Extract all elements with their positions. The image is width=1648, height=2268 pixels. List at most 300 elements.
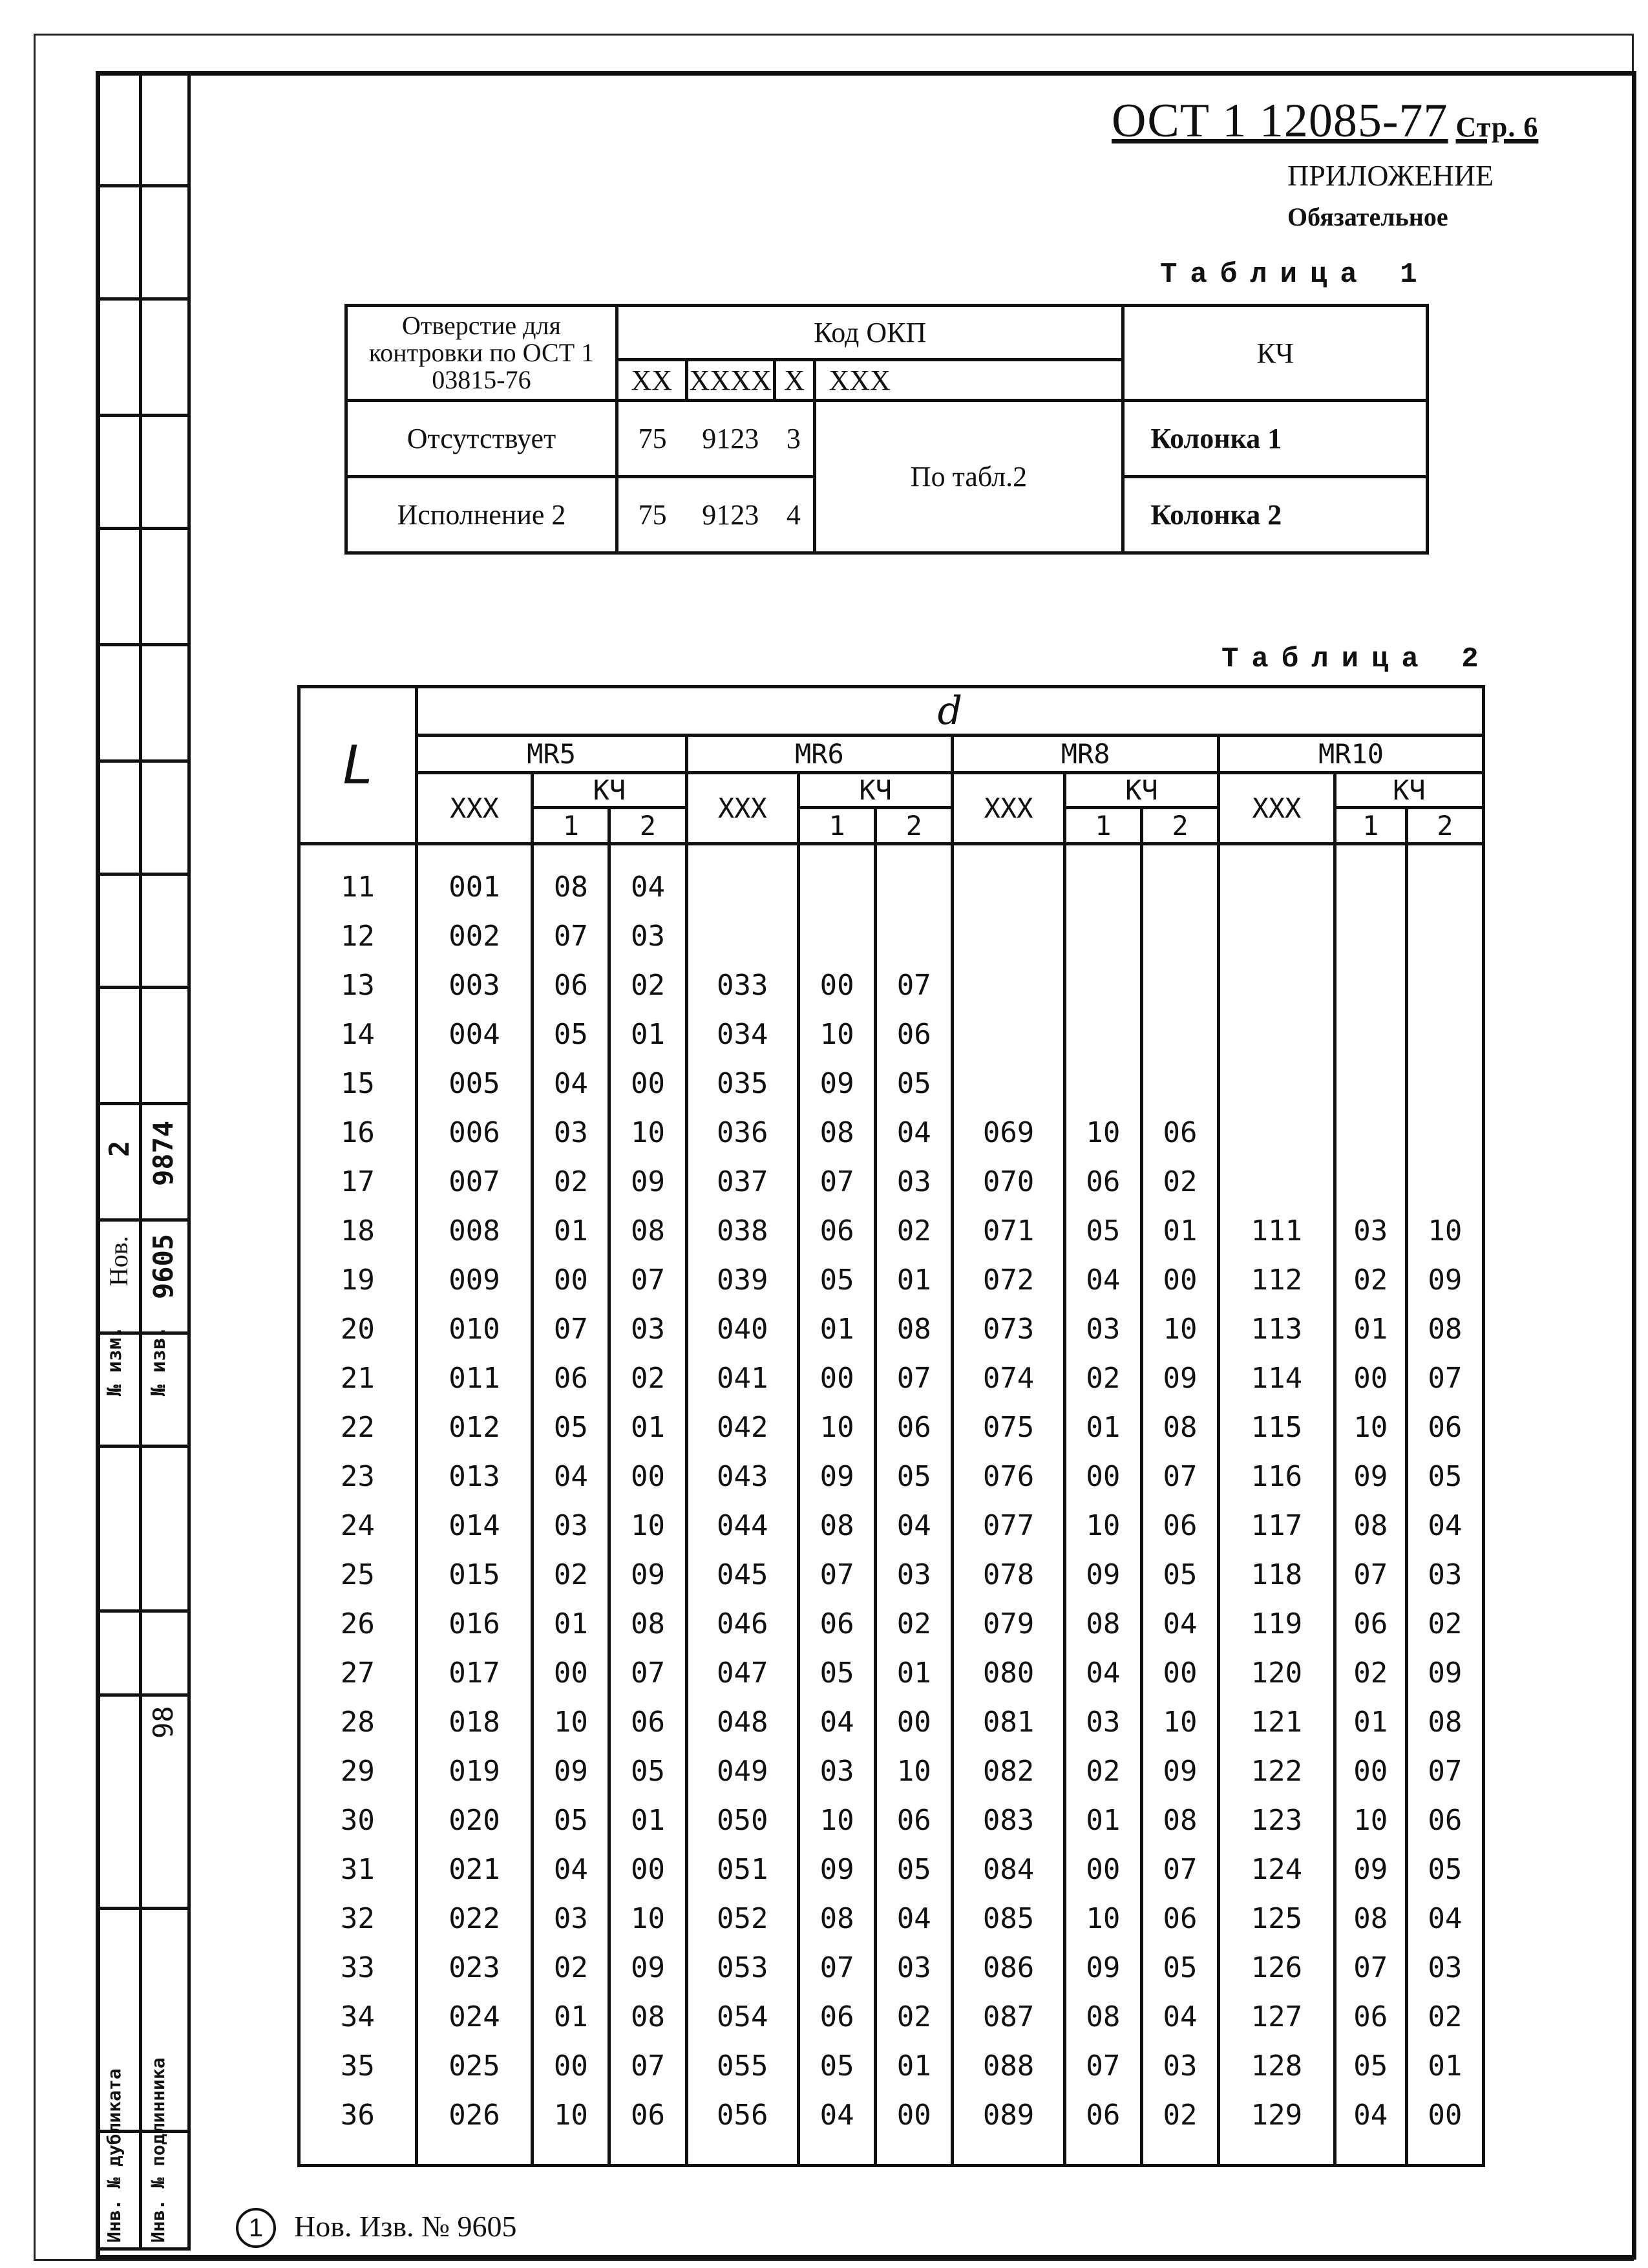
table-row: [299, 2090, 1484, 2166]
table2-cell: [953, 911, 1065, 960]
table2-cell: 09: [799, 1845, 876, 1894]
table2-cell: [686, 844, 799, 912]
table2-cell: 018: [416, 1697, 533, 1746]
table2-cell: 019: [416, 1746, 533, 1796]
table2-cell: [1406, 911, 1483, 960]
table2-cell-length: 12: [299, 911, 417, 960]
table2-cell: 03: [1141, 2041, 1218, 2090]
stamp-nov-label: Нов.: [104, 1236, 133, 1286]
table2-cell: 02: [533, 1157, 609, 1206]
table2-kch-header: КЧ: [1064, 773, 1218, 808]
table2-cell: 001: [416, 844, 533, 912]
table2-cell: 03: [609, 1304, 686, 1353]
table2-cell: 084: [953, 1845, 1065, 1894]
table-row: [299, 1796, 1484, 1845]
table2-cell: 043: [686, 1452, 799, 1501]
table2-cell: 06: [1064, 1157, 1141, 1206]
table2-cell: [1064, 1059, 1141, 1108]
table2-cell: 08: [533, 844, 609, 912]
table2-cell-length: 26: [299, 1599, 417, 1648]
table2-cell: 023: [416, 1943, 533, 1992]
table2-cell: 00: [609, 1452, 686, 1501]
table2-cell: 05: [1335, 2041, 1406, 2090]
table2-cell: 077: [953, 1501, 1065, 1550]
table-row: [299, 2041, 1484, 2090]
table2-cell: 015: [416, 1550, 533, 1599]
table1-okp-sub: XX: [617, 360, 686, 401]
table2-kch-col1: 1: [1064, 808, 1141, 844]
table2-cell: 039: [686, 1255, 799, 1304]
table2-cell: 02: [1335, 1255, 1406, 1304]
table2-cell: 02: [1064, 1353, 1141, 1403]
table2-body: [299, 844, 1484, 2166]
table2-cell-length: 16: [299, 1108, 417, 1157]
table2-cell-length: 34: [299, 1992, 417, 2041]
table2-cell: 01: [799, 1304, 876, 1353]
table2-cell: 10: [1335, 1796, 1406, 1845]
table2-cell: 040: [686, 1304, 799, 1353]
table2-cell: 07: [533, 1304, 609, 1353]
table2-cell: 08: [1335, 1894, 1406, 1943]
table2-cell-length: 27: [299, 1648, 417, 1697]
table2-cell: 003: [416, 960, 533, 1010]
table2-cell: 04: [1335, 2090, 1406, 2166]
table2-cell: 025: [416, 2041, 533, 2090]
table2-cell: 07: [533, 911, 609, 960]
table2-cell: 117: [1219, 1501, 1335, 1550]
table2-cell: 07: [1406, 1746, 1483, 1796]
table1-cell-kch: Колонка 2: [1123, 477, 1428, 553]
table2-kch-col2: 2: [876, 808, 953, 844]
table2-cell: 05: [533, 1010, 609, 1059]
table-row: [299, 911, 1484, 960]
table2-cell: 127: [1219, 1992, 1335, 2041]
table2-cell: 080: [953, 1648, 1065, 1697]
table2-cell: 04: [1064, 1255, 1141, 1304]
table2-cell: [1335, 1108, 1406, 1157]
table2-cell: 085: [953, 1894, 1065, 1943]
table-row: [299, 1353, 1484, 1403]
table2-cell: 05: [799, 1255, 876, 1304]
table2-cell: 08: [1141, 1796, 1218, 1845]
table2-xxx-header: XXX: [686, 773, 799, 844]
table2-cell: 034: [686, 1010, 799, 1059]
table2-cell: 05: [1064, 1206, 1141, 1255]
table2-cell: 006: [416, 1108, 533, 1157]
table2-cell-length: 17: [299, 1157, 417, 1206]
table2-cell: 05: [1406, 1845, 1483, 1894]
table2-cell: 042: [686, 1403, 799, 1452]
table2-cell: 10: [1141, 1697, 1218, 1746]
table2-kch-header: КЧ: [533, 773, 686, 808]
table2-cell: 05: [1141, 1550, 1218, 1599]
table2-cell: [799, 911, 876, 960]
table2-cell: 087: [953, 1992, 1065, 2041]
table2-cell-length: 36: [299, 2090, 417, 2166]
table2-cell: 074: [953, 1353, 1065, 1403]
table-row: [299, 1108, 1484, 1157]
table2-cell: 05: [876, 1845, 953, 1894]
table2-cell: 01: [533, 1599, 609, 1648]
table2-cell: 119: [1219, 1599, 1335, 1648]
stamp-izm-number: 2: [103, 1140, 135, 1157]
table2-xxx-header: XXX: [416, 773, 533, 844]
table2-cell: 00: [1141, 1255, 1218, 1304]
table2-cell-length: 35: [299, 2041, 417, 2090]
table2-cell: 07: [799, 1550, 876, 1599]
table2-cell: 044: [686, 1501, 799, 1550]
table2-cell-length: 28: [299, 1697, 417, 1746]
table2-cell: 035: [686, 1059, 799, 1108]
table2-cell: 05: [799, 1648, 876, 1697]
table2-cell: 111: [1219, 1206, 1335, 1255]
table2-cell: 03: [533, 1894, 609, 1943]
table2-cell: 049: [686, 1746, 799, 1796]
table2-cell-length: 25: [299, 1550, 417, 1599]
table2-cell: 008: [416, 1206, 533, 1255]
table2-cell: 126: [1219, 1943, 1335, 1992]
table2-cell: 09: [1141, 1746, 1218, 1796]
table2-cell: [686, 911, 799, 960]
table2-cell: 09: [1064, 1943, 1141, 1992]
table2-cell: 056: [686, 2090, 799, 2166]
table2-cell: 06: [876, 1796, 953, 1845]
table2-cell: 02: [609, 1353, 686, 1403]
table2-cell: 01: [876, 2041, 953, 2090]
table2-kch-header: КЧ: [799, 773, 953, 808]
table2-cell: 026: [416, 2090, 533, 2166]
table2-cell: 01: [1335, 1304, 1406, 1353]
table2-cell: 10: [1064, 1501, 1141, 1550]
table2-cell: 08: [1141, 1403, 1218, 1452]
table-row: [299, 1599, 1484, 1648]
table2-cell: 016: [416, 1599, 533, 1648]
table-row: [299, 1845, 1484, 1894]
table1-cell: 3: [774, 401, 814, 477]
table2-cell-length: 13: [299, 960, 417, 1010]
table2-cell: 09: [1406, 1648, 1483, 1697]
table2-cell: [1219, 844, 1335, 912]
table2-cell: 04: [1141, 1599, 1218, 1648]
table2-cell: 03: [876, 1157, 953, 1206]
table2-kch-col1: 1: [1335, 808, 1406, 844]
table2-cell: [1141, 1059, 1218, 1108]
table2-cell: 07: [799, 1157, 876, 1206]
table2-cell: 048: [686, 1697, 799, 1746]
table-row: [299, 1992, 1484, 2041]
table2-cell: 03: [1064, 1304, 1141, 1353]
table2-cell: 00: [533, 1648, 609, 1697]
table2-cell: 07: [1335, 1550, 1406, 1599]
table2-cell: 09: [799, 1059, 876, 1108]
stamp-izv-number: 9874: [147, 1120, 179, 1186]
table2-cell: 038: [686, 1206, 799, 1255]
table2-kch-col2: 2: [609, 808, 686, 844]
table2-cell: 014: [416, 1501, 533, 1550]
table2-cell: 00: [609, 1059, 686, 1108]
table2-cell: 06: [609, 1697, 686, 1746]
table2-cell: 09: [609, 1943, 686, 1992]
table2-cell: 05: [533, 1403, 609, 1452]
table2-cell: 04: [533, 1845, 609, 1894]
table2-cell: 03: [1064, 1697, 1141, 1746]
table2-xxx-header: XXX: [1219, 773, 1335, 844]
table2-cell: 07: [1406, 1353, 1483, 1403]
table2-cell: [1335, 960, 1406, 1010]
table2-group: MR8: [953, 736, 1219, 773]
table2-cell: 021: [416, 1845, 533, 1894]
table2-cell: 04: [1406, 1894, 1483, 1943]
table2-cell-length: 21: [299, 1353, 417, 1403]
stamp-izm-label: № изм.: [103, 1326, 126, 1396]
table2-cell: 009: [416, 1255, 533, 1304]
table2-cell: 083: [953, 1796, 1065, 1845]
table2-cell: 00: [1335, 1353, 1406, 1403]
table2-cell: [1064, 911, 1141, 960]
table2-cell: 013: [416, 1452, 533, 1501]
document-code: [1112, 94, 1538, 149]
table2-cell: 128: [1219, 2041, 1335, 2090]
table2-cell-length: 24: [299, 1501, 417, 1550]
table-row: [299, 1010, 1484, 1059]
table2-cell: 09: [1335, 1452, 1406, 1501]
table2-cell: [876, 844, 953, 912]
table2-cell: 045: [686, 1550, 799, 1599]
table2-cell: 037: [686, 1157, 799, 1206]
table2-cell: 06: [533, 960, 609, 1010]
table2-cell: 03: [533, 1501, 609, 1550]
table2-cell: 082: [953, 1746, 1065, 1796]
table2-cell: [953, 1010, 1065, 1059]
table1-cell: 75: [617, 477, 686, 553]
table2-group: MR10: [1219, 736, 1484, 773]
table2-cell: 02: [1335, 1648, 1406, 1697]
table2-cell: [953, 960, 1065, 1010]
table2-cell: 10: [799, 1010, 876, 1059]
table2-cell-length: 15: [299, 1059, 417, 1108]
table2-cell: 04: [876, 1501, 953, 1550]
table2-cell: 002: [416, 911, 533, 960]
table2-cell: [1219, 1108, 1335, 1157]
table2-kch-col1: 1: [533, 808, 609, 844]
table2-cell: 04: [1064, 1648, 1141, 1697]
table2-cell: 06: [1141, 1108, 1218, 1157]
table2-cell: 01: [1064, 1796, 1141, 1845]
table2-cell: 09: [1064, 1550, 1141, 1599]
table2-cell: 05: [1406, 1452, 1483, 1501]
table2-cell: 012: [416, 1403, 533, 1452]
table2-cell: 071: [953, 1206, 1065, 1255]
table-row: [299, 1255, 1484, 1304]
table2-cell: 05: [876, 1059, 953, 1108]
table2-cell: [799, 844, 876, 912]
table2-cell: 02: [609, 960, 686, 1010]
table2-cell: 033: [686, 960, 799, 1010]
table2-cell: 00: [533, 1255, 609, 1304]
table2-cell: 081: [953, 1697, 1065, 1746]
table2-cell-length: 14: [299, 1010, 417, 1059]
table2-cell: 04: [876, 1894, 953, 1943]
table2-cell: 05: [1141, 1943, 1218, 1992]
table2-cell: [1064, 1010, 1141, 1059]
table2-cell: 02: [876, 1206, 953, 1255]
table1-cell-hole: Исполнение 2: [346, 477, 617, 553]
table2-cell: 09: [1335, 1845, 1406, 1894]
table2-cell: 07: [609, 1648, 686, 1697]
table2-cell: 10: [1064, 1894, 1141, 1943]
table2-cell: 02: [1406, 1599, 1483, 1648]
table2-cell: 041: [686, 1353, 799, 1403]
table2-cell: [1219, 960, 1335, 1010]
table2-cell: 08: [1335, 1501, 1406, 1550]
table2-cell: 09: [609, 1157, 686, 1206]
table2-cell: 070: [953, 1157, 1065, 1206]
table2-cell: [1406, 844, 1483, 912]
table2-cell: 054: [686, 1992, 799, 2041]
table2-cell: [1335, 911, 1406, 960]
table2-cell: 06: [1406, 1796, 1483, 1845]
table2-header-l: L: [299, 687, 417, 844]
table2-cell-length: 32: [299, 1894, 417, 1943]
table2-cell: 00: [1064, 1845, 1141, 1894]
table2-cell: 08: [1064, 1599, 1141, 1648]
table2-cell: 113: [1219, 1304, 1335, 1353]
table2-cell: 03: [1335, 1206, 1406, 1255]
table2-kch-col2: 2: [1141, 808, 1218, 844]
table2-cell: 01: [609, 1403, 686, 1452]
table-row: [299, 1550, 1484, 1599]
table2-group: MR5: [416, 736, 686, 773]
table2-cell: 10: [799, 1403, 876, 1452]
footnote-text: Нов. Изв. № 9605: [294, 2210, 517, 2243]
stamp-dup-label: Инв. № дубликата: [103, 2068, 125, 2243]
table2-cell: 04: [799, 1697, 876, 1746]
table2-cell: 10: [1335, 1403, 1406, 1452]
table2-cell: 06: [876, 1403, 953, 1452]
table2-cell: 10: [609, 1894, 686, 1943]
table2-cell: [1406, 1059, 1483, 1108]
table2-cell: 09: [1406, 1255, 1483, 1304]
table-row: [299, 1452, 1484, 1501]
table-row: [299, 1894, 1484, 1943]
table2-cell: 06: [609, 2090, 686, 2166]
table2-cell: 118: [1219, 1550, 1335, 1599]
table2-cell: 10: [533, 2090, 609, 2166]
table-row: [299, 1697, 1484, 1746]
table2-cell: 03: [609, 911, 686, 960]
table2-header-d: d: [416, 687, 1483, 736]
table2-cell: 08: [1406, 1697, 1483, 1746]
table1-xxx-note: По табл.2: [814, 401, 1123, 553]
table2-cell: 004: [416, 1010, 533, 1059]
table2-cell: [1064, 960, 1141, 1010]
table2-cell-length: 29: [299, 1746, 417, 1796]
table2-cell: 01: [1335, 1697, 1406, 1746]
table2-cell: [1406, 1010, 1483, 1059]
table1-cell: 75: [617, 401, 686, 477]
table2-cell: 123: [1219, 1796, 1335, 1845]
table2-cell: 00: [876, 2090, 953, 2166]
table2-cell: 076: [953, 1452, 1065, 1501]
table2-cell: [1335, 1010, 1406, 1059]
table1: [344, 304, 1429, 555]
stamp-izv-label: № изв.: [147, 1326, 170, 1396]
table2-cell: 07: [1335, 1943, 1406, 1992]
table2-cell: 08: [799, 1894, 876, 1943]
table2-cell: 09: [1141, 1353, 1218, 1403]
table2-cell: 06: [799, 1992, 876, 2041]
stamp-orig-label: Инв. № подлинника: [147, 2057, 169, 2243]
table2-cell: 01: [1064, 1403, 1141, 1452]
table2-kch-col2: 2: [1406, 808, 1483, 844]
table2-cell: 06: [1406, 1403, 1483, 1452]
table2-cell: 112: [1219, 1255, 1335, 1304]
table2-cell: 06: [533, 1353, 609, 1403]
table2-cell: 04: [799, 2090, 876, 2166]
table2-cell: [1219, 1157, 1335, 1206]
table2-cell: [1219, 911, 1335, 960]
table-row: [299, 1943, 1484, 1992]
table2-cell: 04: [1406, 1501, 1483, 1550]
table2-cell: 086: [953, 1943, 1065, 1992]
table2-cell: 05: [609, 1746, 686, 1796]
table2-cell: 06: [799, 1599, 876, 1648]
table-row: [299, 1403, 1484, 1452]
table2-cell: 050: [686, 1796, 799, 1845]
table2-cell: 115: [1219, 1403, 1335, 1452]
table2-cell: 04: [1141, 1992, 1218, 2041]
table1-cell-hole: Отсутствует: [346, 401, 617, 477]
table2-cell: 00: [1406, 2090, 1483, 2166]
table2-cell-length: 19: [299, 1255, 417, 1304]
table2-cell: 121: [1219, 1697, 1335, 1746]
table2-cell: 00: [799, 1353, 876, 1403]
table2-cell: 03: [1406, 1550, 1483, 1599]
table2-cell: 06: [1141, 1894, 1218, 1943]
stamp-nov-number: 9605: [147, 1233, 179, 1299]
table2-cell: [1141, 844, 1218, 912]
table2-cell-length: 20: [299, 1304, 417, 1353]
table2-cell-length: 11: [299, 844, 417, 912]
table2-cell: 05: [876, 1452, 953, 1501]
table2-cell: 052: [686, 1894, 799, 1943]
table1-cell: 4: [774, 477, 814, 553]
table2-cell: 07: [1064, 2041, 1141, 2090]
table2-cell-length: 33: [299, 1943, 417, 1992]
table2-cell: 07: [609, 1255, 686, 1304]
table2-cell: 08: [609, 1206, 686, 1255]
table2-cell: 00: [533, 2041, 609, 2090]
table2-cell: 04: [609, 844, 686, 912]
table2-cell: 00: [1335, 1746, 1406, 1796]
table2-cell: 03: [876, 1943, 953, 1992]
table2-cell: 010: [416, 1304, 533, 1353]
table2-cell: 024: [416, 1992, 533, 2041]
table2-group: MR6: [686, 736, 953, 773]
table2-cell: 01: [609, 1796, 686, 1845]
table2-cell: 00: [1064, 1452, 1141, 1501]
table1-okp-sub: XXXX: [686, 360, 774, 401]
table2-cell: 055: [686, 2041, 799, 2090]
table2-cell: 00: [799, 960, 876, 1010]
appendix-title: ПРИЛОЖЕНИЕ: [1287, 159, 1494, 192]
table2-cell: 01: [533, 1992, 609, 2041]
table2-cell-length: 23: [299, 1452, 417, 1501]
table2-cell: 07: [609, 2041, 686, 2090]
table2-cell: [1141, 911, 1218, 960]
table2-caption: Таблица 2: [1221, 643, 1492, 675]
table1-okp-sub: X: [774, 360, 814, 401]
